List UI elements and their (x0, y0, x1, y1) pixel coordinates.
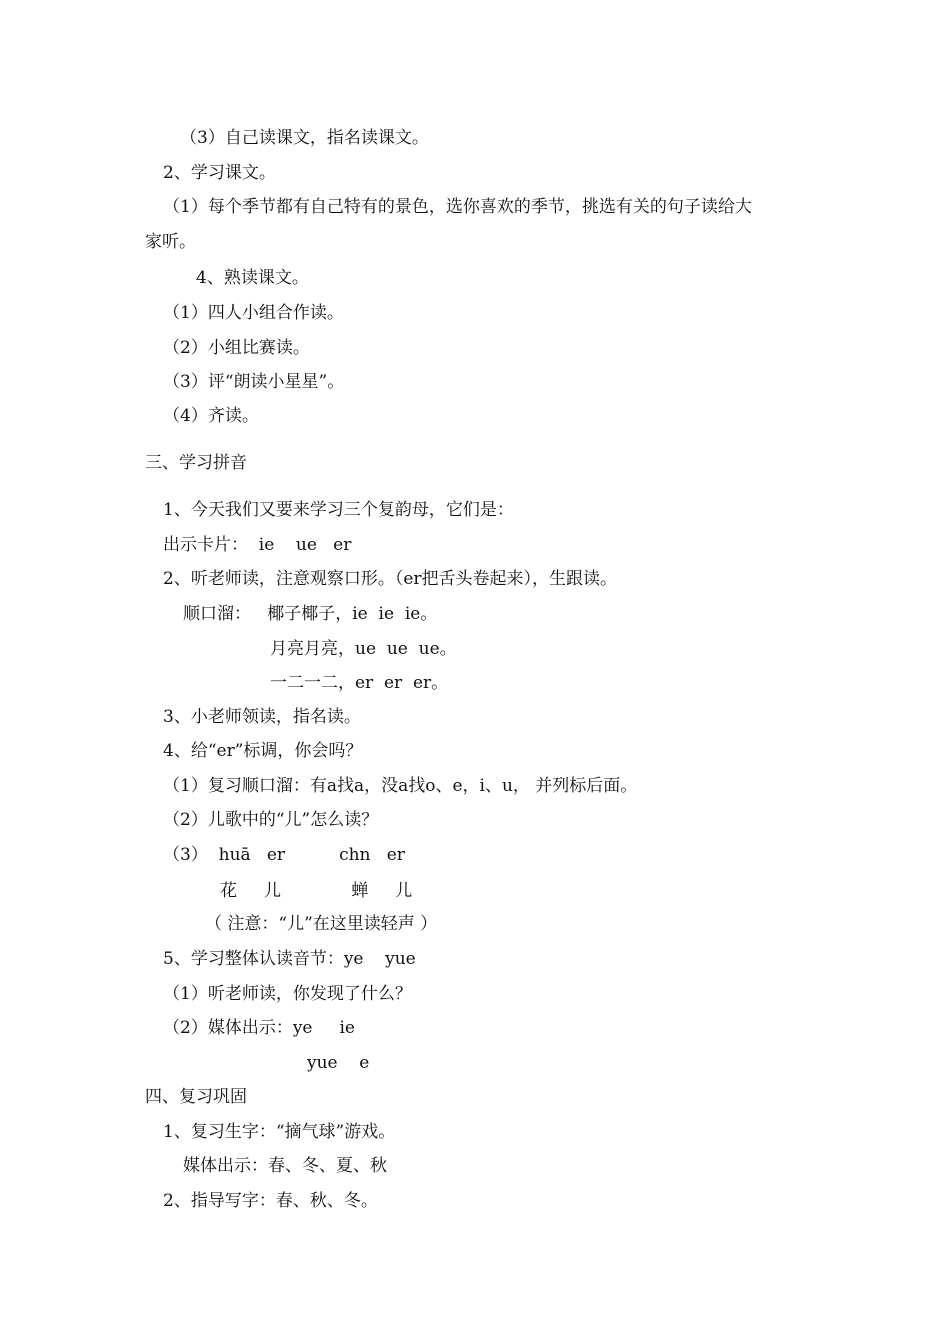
hanzi-line: 花 儿 蝉 儿 (220, 881, 413, 901)
text-line: 家听。 (145, 232, 196, 252)
text-line: 1、今天我们又要来学习三个复韵母，它们是： (163, 500, 514, 520)
text-line: （2）媒体出示：ye ie (163, 1018, 355, 1038)
text-line: 4、熟读课文。 (196, 268, 309, 288)
text-line: 一二一二，er er er。 (270, 673, 449, 693)
text-line: （1）复习顺口溜：有a找a，没a找o、e，i、u， 并列标后面。 (163, 776, 638, 796)
note-line: （ 注意：“儿”在这里读轻声 ） (205, 914, 438, 934)
text-line: （1）四人小组合作读。 (163, 303, 344, 323)
text-line: 2、指导写字：春、秋、冬。 (163, 1191, 378, 1211)
text-line: （1）听老师读，你发现了什么？ (163, 984, 412, 1004)
section-heading: 四、复习巩固 (145, 1087, 247, 1107)
text-line: 3、小老师领读，指名读。 (163, 707, 361, 727)
text-line: 5、学习整体认读音节：ye yue (163, 949, 416, 969)
text-line: 出示卡片： ie ue er (163, 535, 352, 555)
text-line: yue e (307, 1053, 370, 1073)
text-line: 4、给“er”标调，你会吗？ (163, 741, 363, 761)
section-heading: 三、学习拼音 (145, 453, 247, 473)
text-line: （1）每个季节都有自己特有的景色，选你喜欢的季节，挑选有关的句子读给大 (163, 197, 752, 217)
text-line: 2、听老师读，注意观察口形。（er把舌头卷起来），生跟读。 (163, 569, 618, 589)
text-line: （2）小组比赛读。 (163, 338, 310, 358)
text-line: 月亮月亮，ue ue ue。 (270, 639, 457, 659)
text-line: 2、学习课文。 (163, 163, 276, 183)
text-line: 1、复习生字：“摘气球”游戏。 (163, 1122, 396, 1142)
text-line: 媒体出示：春、冬、夏、秋 (183, 1156, 387, 1176)
text-line: （4）齐读。 (163, 406, 259, 426)
text-line: （2）儿歌中的“儿”怎么读？ (163, 810, 379, 830)
text-line: （3）评“朗读小星星”。 (163, 372, 345, 392)
text-line: （3）自己读课文，指名读课文。 (180, 128, 429, 148)
pinyin-line: （3） huā er chn er (163, 845, 405, 865)
text-line: 顺口溜： 椰子椰子，ie ie ie。 (183, 604, 438, 624)
